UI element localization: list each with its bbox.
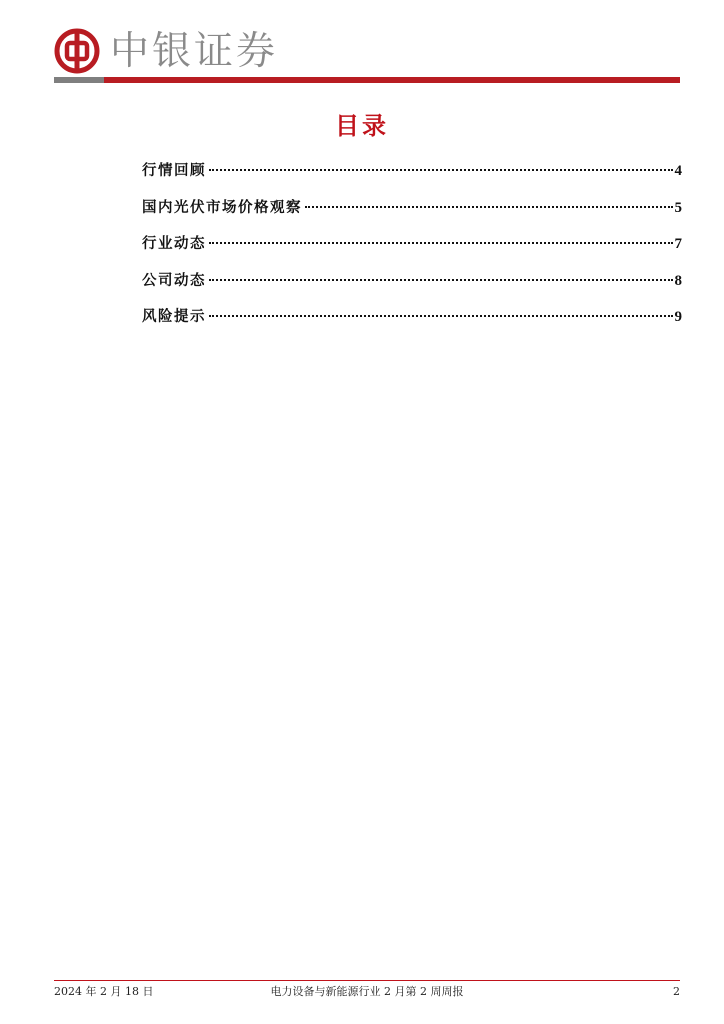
table-of-contents	[142, 158, 682, 341]
toc-entry[interactable]	[142, 231, 682, 268]
toc-dot-leader	[209, 315, 673, 317]
page-header	[0, 0, 724, 90]
header-rule-gray	[54, 77, 104, 83]
toc-entry-label: 公司动态	[142, 272, 206, 289]
toc-entry[interactable]	[142, 268, 682, 305]
toc-entry-page: 9	[674, 309, 682, 325]
footer-page-number: 2	[673, 985, 680, 998]
toc-entry-page: 4	[674, 163, 682, 179]
toc-dot-leader	[209, 242, 673, 244]
toc-title: 目录	[335, 112, 389, 140]
header-rule-red	[104, 77, 680, 83]
footer-rule	[54, 980, 680, 981]
toc-entry-page: 7	[674, 236, 682, 252]
page-footer	[54, 984, 680, 1000]
footer-date: 2024 年 2 月 18 日	[54, 985, 154, 998]
toc-entry-page: 8	[674, 272, 682, 289]
toc-entry-label: 行情回顾	[142, 163, 206, 179]
toc-entry-label: 国内光伏市场价格观察	[142, 199, 302, 216]
toc-dot-leader	[209, 279, 673, 281]
brand-name: 中银证券	[110, 29, 279, 74]
toc-entry-label: 行业动态	[142, 236, 206, 252]
toc-entry[interactable]	[142, 195, 682, 232]
toc-entry[interactable]	[142, 304, 682, 341]
toc-dot-leader	[209, 169, 673, 171]
toc-entry-page: 5	[674, 199, 682, 216]
toc-entry[interactable]	[142, 158, 682, 195]
bank-of-china-logo-icon	[54, 28, 100, 74]
toc-dot-leader	[305, 206, 673, 208]
toc-entry-label: 风险提示	[142, 309, 206, 325]
footer-report-title: 电力设备与新能源行业 2 月第 2 周周报	[270, 985, 464, 998]
